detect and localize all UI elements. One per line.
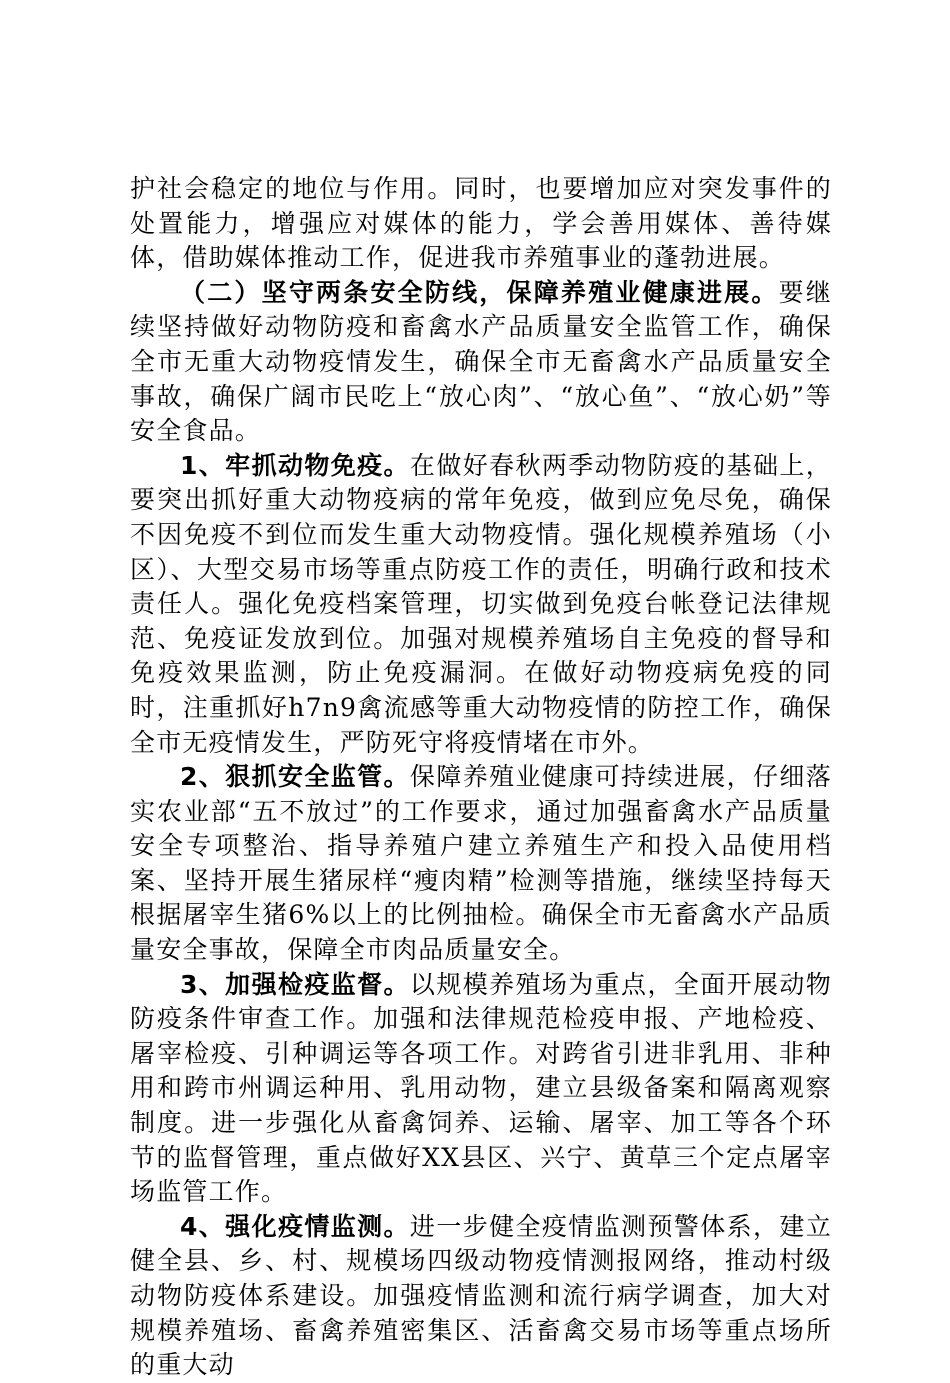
paragraph-text: 以规模养殖场为重点，全面开展动物防疫条件审查工作。加强和法律规范检疫申报、产地检疫、屠宰检疫、引种调运等各项工作。对跨省引进非乳用、非种用和跨市州调运种用、乳用动物，建立县级备案和隔离观察制度。进一步强化从畜禽饲养、运输、屠宰、加工等各个环节的监督管理，重点做好XX县区、兴宁、黄草三个定点屠宰场监管工作。: [130, 969, 832, 1207]
section-heading: （二）坚守两条安全防线，保障养殖业健康进展。: [180, 277, 779, 307]
paragraph-text: 护社会稳定的地位与作用。同时，也要增加应对突发事件的处置能力，增强应对媒体的能力，学会善用媒体、善待媒体，借助媒体推动工作，促进我市养殖事业的蓬勃进展。: [130, 174, 832, 273]
paragraph-text: 在做好春秋两季动物防疫的基础上，要突出抓好重大动物疫病的常年免疫，做到应免尽免，确保不因免疫不到位而发生重大动物疫情。强化规模养殖场（小区）、大型交易市场等重点防疫工作的责任，明确行政和技术责任人。强化免疫档案管理，切实做到免疫台帐登记法律规范、免疫证发放到位。加强对规模养殖场自主免疫的督导和免疫效果监测，防止免疫漏洞。在做好动物疫病免疫的同时，注重抓好h7n9禽流感等重大动物疫情的防控工作，确保全市无疫情发生，严防死守将疫情堵在市外。: [130, 450, 832, 757]
paragraph-item-1: [130, 449, 832, 760]
item-heading: 3、加强检疫监督。: [180, 969, 410, 999]
item-heading: 1、牢抓动物免疫。: [180, 450, 410, 480]
paragraph-item-3: [130, 968, 832, 1210]
paragraph-text: 保障养殖业健康可持续进展，仔细落实农业部“五不放过”的工作要求，通过加强畜禽水产品质量安全专项整治、指导养殖户建立养殖生产和投入品使用档案、坚持开展生猪尿样“瘦肉精”检测等措施，继续坚持每天根据屠宰生猪6%以上的比例抽检。确保全市无畜禽水产品质量安全事故，保障全市肉品质量安全。: [130, 762, 832, 965]
paragraph-text: 要继续坚持做好动物防疫和畜禽水产品质量安全监管工作，确保全市无重大动物疫情发生，确保全市无畜禽水产品质量安全事故，确保广阔市民吃上“放心肉”、“放心鱼”、“放心奶”等安全食品。: [130, 277, 833, 446]
paragraph-text: 进一步健全疫情监测预警体系，建立健全县、乡、村、规模场四级动物疫情测报网络，推动村级动物防疫体系建设。加强疫情监测和流行病学调查，加大对规模养殖场、畜禽养殖密集区、活畜禽交易市场等重点场所的重大动: [130, 1211, 832, 1380]
item-heading: 2、狠抓安全监管。: [180, 762, 410, 792]
paragraph-item-4: [130, 1210, 832, 1383]
document-body: [130, 172, 832, 1383]
item-heading: 4、强化疫情监测。: [180, 1211, 410, 1241]
paragraph-continuation: [130, 172, 832, 276]
paragraph-section-two: [130, 276, 832, 449]
paragraph-item-2: [130, 760, 832, 968]
